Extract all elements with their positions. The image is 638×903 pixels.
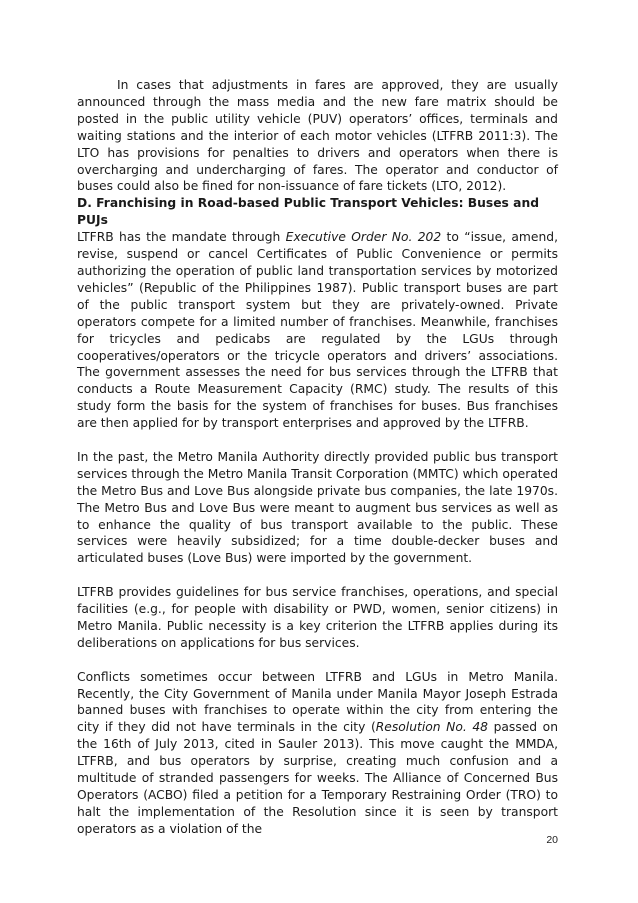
paragraph-fare-adjustments: In cases that adjustments in fares are approved, they are usually announced through the mass media and the new fare matrix should be posted in the public utility vehicle (PUV) operators’ offices, terminals and waiting stations and the interior of each motor vehicles (LTFRB 2011:3). The LTO has provisions for penalties to drivers and operators when there is overcharging and undercharging of fares. The operator and conductor of buses could also be fined for non-issuance of fare tickets (LTO, 2012).: [77, 78, 558, 194]
section-heading: D. Franchising in Road-based Public Transport Vehicles: Buses and PUJs: [77, 196, 540, 228]
paragraph-bus-guidelines: LTFRB provides guidelines for bus service franchises, operations, and special facilities (e.g., for people with disability or PWD, women, senior citizens) in Metro Manila. Public necessity is a key criterion the LTFRB applies during its deliberations on applications for bus services.: [77, 585, 558, 650]
paragraph-ltfrb-mandate: [77, 229, 558, 432]
page-body: [77, 77, 558, 838]
executive-order-reference: Executive Order No. 202: [285, 230, 442, 245]
page-number: 20: [546, 834, 558, 846]
paragraph-ltfrb-mandate-text-1: LTFRB has the mandate through: [77, 230, 286, 245]
resolution-reference: Resolution No. 48: [375, 720, 488, 735]
paragraph-conflicts-text-2: passed on the 16th of July 2013, cited in Sauler 2013). This move caught the MMDA, LTFRB, and bus operators by surprise, creating much confusion and a multitude of stranded passengers for weeks. The Alliance of Concerned Bus Operators (ACBO) filed a petition for a Temporary Restraining Order (TRO) to halt the implementation of the Resolution since it is seen by transport operators as a violation of the: [77, 720, 558, 836]
paragraph-mmtc-history: In the past, the Metro Manila Authority directly provided public bus transport services through the Metro Manila Transit Corporation (MMTC) which operated the Metro Bus and Love Bus alongside private bus companies, the late 1970s. The Metro Bus and Love Bus were meant to augment bus services as well as to enhance the quality of bus transport available to the public. These services were heavily subsidized; for a time double-decker buses and articulated buses (Love Bus) were imported by the government.: [77, 449, 558, 566]
paragraph-ltfrb-mandate-text-2: to “issue, amend, revise, suspend or cancel Certificates of Public Convenience or permits authorizing the operation of public land transportation services by motorized vehicles” (Republic of the Philippines 1987). Public transport buses are part of the public transport system but they are privately-owned. Private operators compete for a limited number of franchises. Meanwhile, franchises for tricycles and pedicabs are regulated by the LGUs through cooperatives/operators or the tricycle operators and drivers’ associations. The government assesses the need for bus services through the LTFRB that conducts a Route Measurement Capacity (RMC) study. The results of this study form the basis for the system of franchises for buses. Bus franchises are then applied for by transport enterprises and approved by the LTFRB.: [77, 230, 558, 431]
paragraph-ltfrb-lgu-conflicts: [77, 669, 558, 838]
paragraph-conflicts-text-1: Conflicts sometimes occur between LTFRB and LGUs in Metro Manila. Recently, the City Government of Manila under Manila Mayor Joseph Estrada banned buses with franchises to operate within the city from entering the city if they did not have terminals in the city (: [77, 669, 558, 735]
